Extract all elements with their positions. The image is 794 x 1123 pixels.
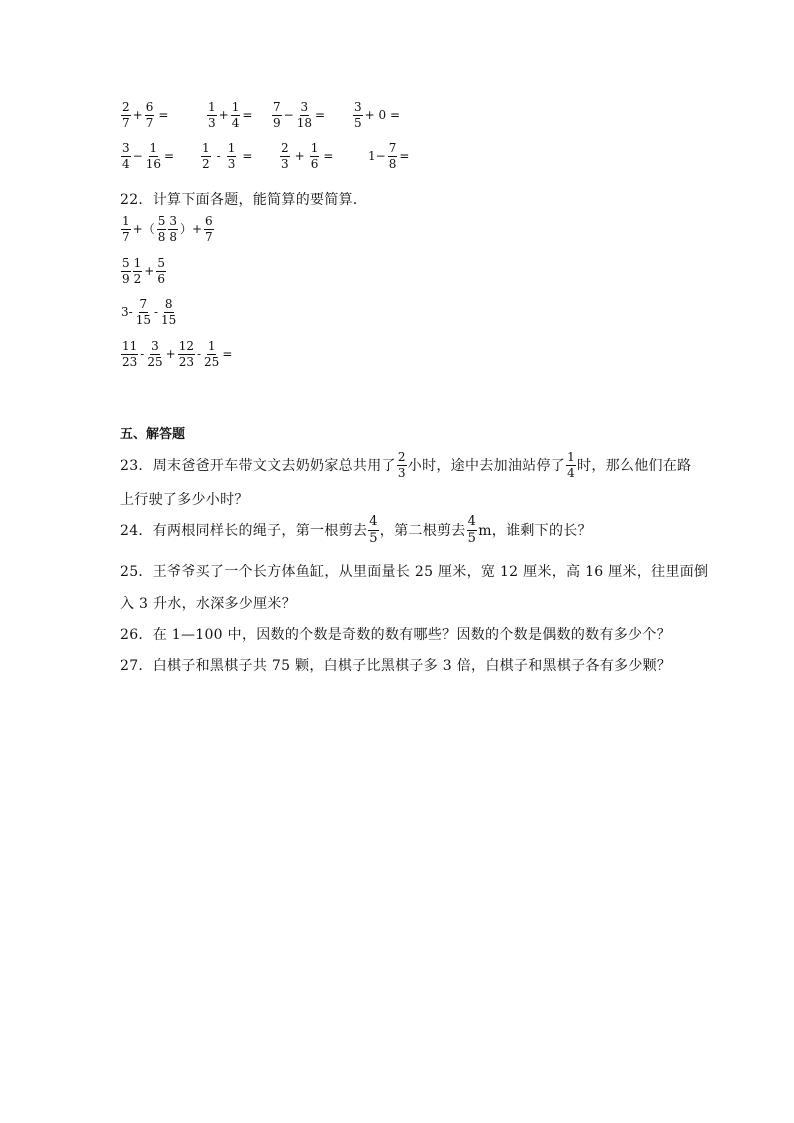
fraction: $\frac{1}{16}$: [145, 141, 161, 171]
fraction: $\frac{3}{18}$: [296, 100, 312, 130]
exercise-r1-4: $\frac{3}{5}$ + 0 =: [354, 100, 401, 130]
fraction: $\frac{5}{9}$: [122, 256, 130, 286]
fraction: $\frac{1}{2}$: [202, 141, 210, 171]
section-5-title: 五、解答题: [120, 427, 186, 442]
exercise-r2-1: $\frac{3}{4}$ − $\frac{1}{16}$ =: [122, 141, 175, 171]
fraction: $\frac{1}{3}$: [208, 100, 216, 130]
fraction: $\frac{4}{5}$: [467, 514, 477, 546]
question-23-line-2: 上行驶了多少小时？: [120, 492, 249, 508]
fraction: $\frac{3}{4}$: [122, 141, 130, 171]
question-27: 27．白棋子和黑棋子共 75 颗，白棋子比黑棋子多 3 倍，白棋子和黑棋子各有多少颗？: [120, 658, 672, 674]
question-24: 24．有两根同样长的绳子，第一根剪去 $\frac{4}{5}$ ，第二根剪去 $\frac{4}{5}$ m，谁剩下的长？: [120, 514, 592, 546]
fraction: $\frac{1}{7}$: [122, 214, 130, 244]
exercise-r2-4: 1− $\frac{7}{8}$ =: [368, 141, 410, 171]
fraction: $\frac{1}{2}$: [133, 256, 142, 286]
fraction: $\frac{5}{6}$: [157, 256, 165, 286]
fraction: $\frac{2}{3}$: [397, 450, 406, 480]
fraction: $\frac{1}{3}$: [227, 141, 236, 171]
fraction: $\frac{6}{7}$: [205, 214, 213, 244]
fraction: $\frac{11}{23}$: [122, 339, 138, 369]
exercise-r1-3: $\frac{7}{9}$ − $\frac{3}{18}$ =: [273, 100, 326, 130]
exercise-r1-1: $\frac{2}{7}$ + $\frac{6}{7}$ =: [122, 100, 169, 130]
exercise-r2-3: $\frac{2}{3}$ + $\frac{1}{6}$ =: [281, 141, 334, 171]
fraction: $\frac{3}{25}$: [147, 339, 163, 369]
fraction: $\frac{8}{15}$: [161, 297, 177, 327]
question-25-line-2: 入 3 升水，水深多少厘米？: [120, 596, 297, 612]
question-26: 26．在 1—100 中，因数的个数是奇数的数有哪些？因数的个数是偶数的数有多少个？: [120, 627, 671, 643]
fraction: $\frac{3}{8}$: [169, 214, 177, 244]
fraction: $\frac{1}{6}$: [310, 141, 319, 171]
fraction: $\frac{3}{5}$: [354, 100, 362, 130]
calc-3: 3- $\frac{7}{15}$ - $\frac{8}{15}$: [121, 297, 177, 327]
fraction: $\frac{5}{8}$: [157, 214, 166, 244]
fraction: $\frac{7}{8}$: [388, 141, 397, 171]
question-22-title: 22．计算下面各题，能简算的要简算．: [120, 192, 368, 208]
calc-4: $\frac{11}{23}$ - $\frac{3}{25}$ + $\frac{12}{23}$ - $\frac{1}{25}$ =: [122, 339, 233, 369]
fraction: $\frac{7}{9}$: [273, 100, 281, 130]
fraction: $\frac{4}{5}$: [369, 514, 378, 546]
fraction: $\frac{1}{4}$: [567, 450, 576, 480]
fraction: $\frac{12}{23}$: [178, 339, 194, 369]
fraction: $\frac{1}{25}$: [204, 339, 220, 369]
calc-1: $\frac{1}{7}$ +（ $\frac{5}{8}$ $\frac{3}{8}$ ）+ $\frac{6}{7}$: [122, 214, 213, 244]
fraction: $\frac{7}{15}$: [135, 297, 151, 327]
calc-2: $\frac{5}{9}$ $\frac{1}{2}$ + $\frac{5}{6}$: [122, 256, 165, 286]
exercise-r2-2: $\frac{1}{2}$ - $\frac{1}{3}$ =: [202, 141, 253, 171]
question-23-line-1: 23．周末爸爸开车带文文去奶奶家总共用了 $\frac{2}{3}$ 小时，途中去加油站停了 $\frac{1}{4}$ 时，那么他们在路: [120, 450, 692, 480]
question-25-line-1: 25．王爷爷买了一个长方体鱼缸，从里面量长 25 厘米，宽 12 厘米，高 16 厘米，往里面倒: [120, 564, 709, 580]
fraction: $\frac{6}{7}$: [145, 100, 154, 130]
exercise-r1-2: $\frac{1}{3}$ + $\frac{1}{4}$ =: [208, 100, 253, 130]
fraction: $\frac{2}{3}$: [281, 141, 289, 171]
fraction: $\frac{1}{4}$: [231, 100, 240, 130]
fraction: $\frac{2}{7}$: [122, 100, 130, 130]
